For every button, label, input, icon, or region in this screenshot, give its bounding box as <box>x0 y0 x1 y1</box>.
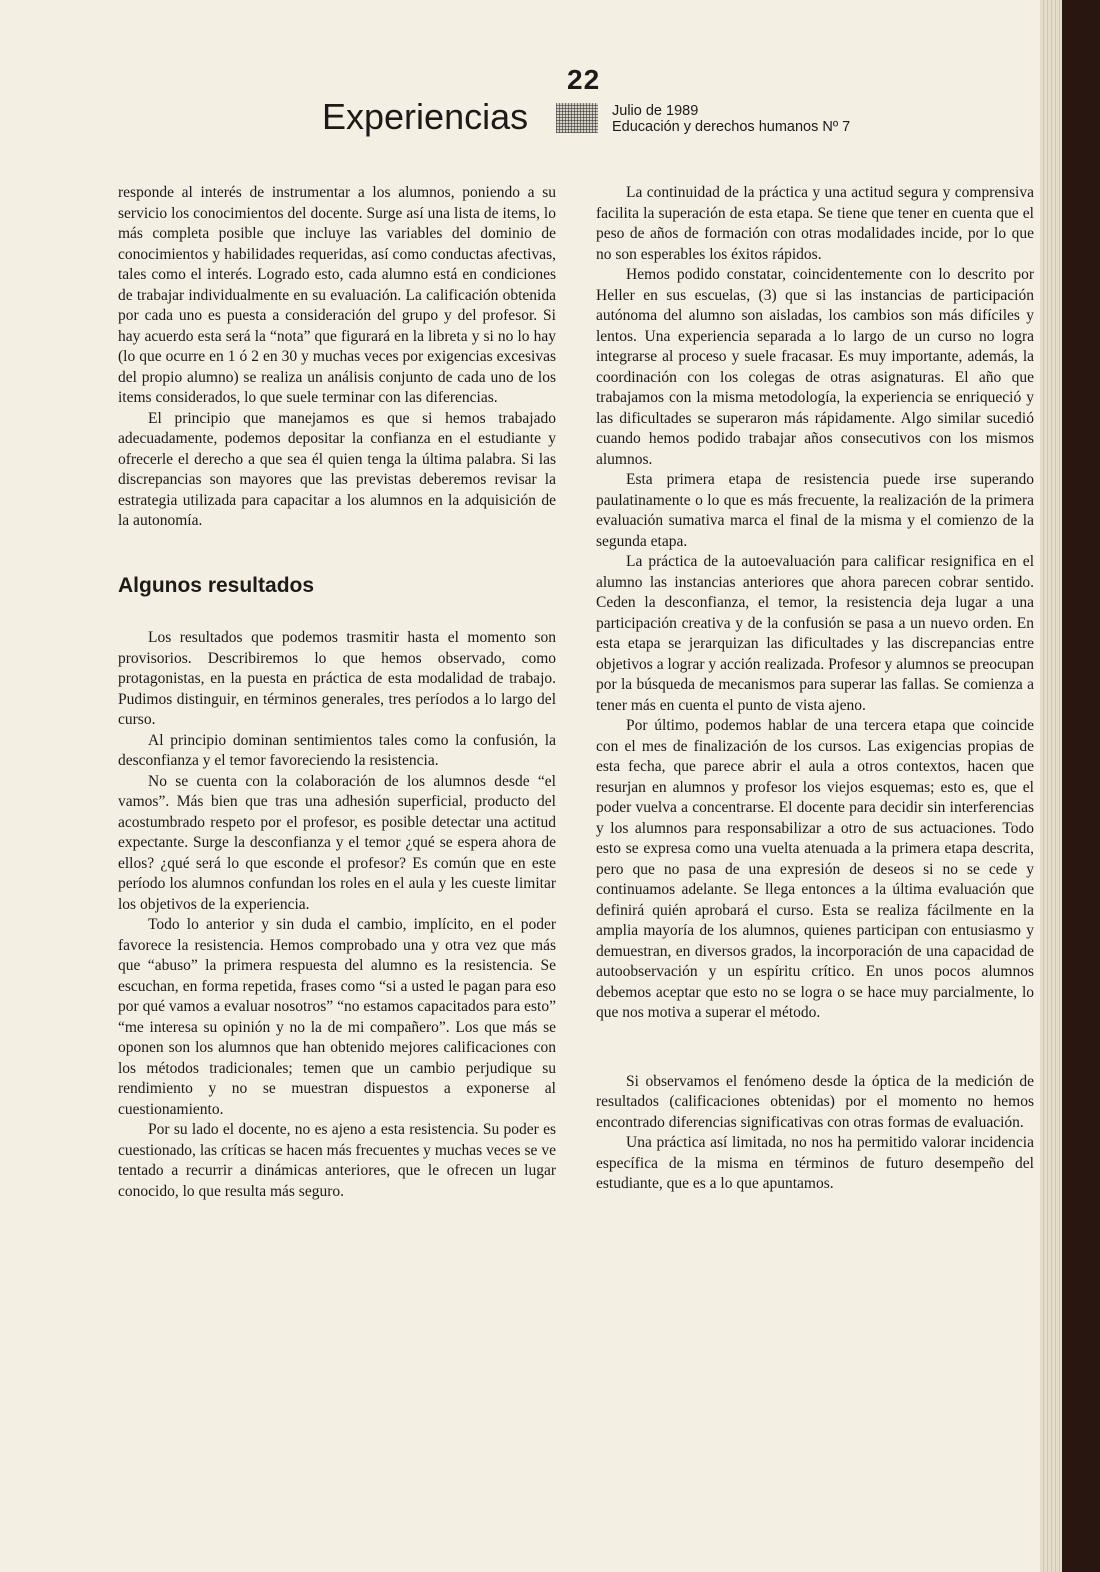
paragraph: La práctica de la autoevaluación para calificar resignifica en el alumno las instancias anteriores que ahora parecen cobrar sentido. Ceden la desconfianza, el temor, la resistencia deja lugar a una participación creativa y de la confusión se pasa a un nuevo orden. En esta etapa se jerarquizan las dificultades y las discrepancias entre objetivos a lograr y acción realizada. Profesor y alumnos se preocupan por la búsqueda de mecanismos para superar las fallas. Se comienza a tener más en cuenta el punto de vista ajeno. <box>596 553 1034 714</box>
page-stack-edge <box>1040 0 1062 1572</box>
paragraph: Una práctica así limitada, no nos ha permitido valorar incidencia específica de la misma en términos de futuro desempeño del estudiante, que es a lo que apuntamos. <box>596 1134 1034 1192</box>
paragraph: El principio que manejamos es que si hemos trabajado adecuadamente, podemos depositar la confianza en el estudiante y ofrecerle el derecho a que sea él quien tenga la última palabra. Si las discrepancias son mayores que las previstas deberemos revisar la estrategia utilizada para capacitar a los alumnos en la adquisición de la autonomía. <box>118 409 556 529</box>
section-title: Experiencias <box>322 96 529 137</box>
subheading: Algunos resultados <box>118 573 315 597</box>
background-strip <box>1062 0 1100 1572</box>
decorative-halftone-box <box>556 103 598 133</box>
issue-info <box>612 103 850 135</box>
paragraph: Todo lo anterior y sin duda el cambio, implícito, en el poder favorece la resistencia. Hemos comprobado una y otra vez que más que “abuso” la primera respuesta del alumno es la resistencia. Se escuchan, en forma repetida, frases como “si a usted le pagan para eso por qué vamos a evaluar nosotros” “no estamos capacitados para esto” “me interesa su opinión y no la de mi compañero”. Los que más se oponen son los alumnos que han obtenido mejores calificaciones con los métodos tradicionales; temen que un cambio perjudique su rendimiento y no se muestran dispuestos a exponerse al cuestionamiento. <box>118 916 556 1118</box>
paragraph: responde al interés de instrumentar a los alumnos, poniendo a su servicio los conocimientos del docente. Surge así una lista de items, lo más completa posible que incluye las variables del dominio de conocimientos y habilidades requeridas, así como conductas afectivas, tales como el interés. Logrado esto, cada alumno está en condiciones de trabajar individualmente en su evaluación. La calificación obtenida por cada uno es puesta a consideración del grupo y del profesor. Si hay acuerdo esta será la “nota” que figurará en la libreta y si no lo hay (lo que ocurre en 1 ó 2 en 30 y muchas veces por exigencias excesivas del propio alumno) se realiza un análisis conjunto de cada uno de los items considerados, lo que suele terminar con las diferencias. <box>118 184 556 406</box>
paragraph: La continuidad de la práctica y una actitud segura y comprensiva facilita la superación de esta etapa. Se tiene que tener en cuenta que el peso de años de formación con otras modalidades incide, por lo que no son esperables los éxitos rápidos. <box>596 184 1034 263</box>
paragraph: Hemos podido constatar, coincidentemente con lo descrito por Heller en sus escuelas, (3) que si las instancias de participación autónoma del alumno son aisladas, los cambios son más difíciles y lentos. Una experiencia separada a lo largo de un curso no logra integrarse al proceso y suele fracasar. Es muy importante, además, la coordinación con los colegas de otras asignaturas. El año que trabajamos con la misma metodología, la experiencia se enriqueció y las dificultades se superaron más rápidamente. Algo similar sucedió cuando hemos podido trabajar años consecutivos con los mismos alumnos. <box>596 266 1034 468</box>
page-number: 22 <box>567 64 601 95</box>
paragraph: Por último, podemos hablar de una tercera etapa que coincide con el mes de finalización de los cursos. Las exigencias propias de esta fecha, que parece abrir el aula a otros contextos, hacen que resurjan en alumnos y profesor los viejos esquemas; esto es, que el poder vuelva a concentrarse. El docente para decidir sin interferencias y los alumnos para responsabilizar a otro de sus actuaciones. Todo esto se expresa como una vuelta atenuada a la primera etapa descrita, pero que no pasa de una expresión de deseos si no se cede y continuamos adelante. Se llega entonces a la última evaluación que definirá quién aprobará el curso. Esta se realiza fácilmente en la amplia mayoría de los alumnos, quienes participan con entusiasmo y demuestran, en diversos grados, la incorporación de una capacidad de autoobservación y un espíritu crítico. En unos pocos alumnos debemos aceptar que esto no se logra o se hace muy parcialmente, lo que nos motiva a superar el método. <box>596 717 1034 1021</box>
paragraph: Esta primera etapa de resistencia puede irse superando paulatinamente o lo que es más frecuente, la realización de la primera evaluación sumativa marca el final de la misma y el comienzo de la segunda etapa. <box>596 471 1034 550</box>
paragraph: Los resultados que podemos trasmitir hasta el momento son provisorios. Describiremos lo que hemos observado, como protagonistas, en la puesta en práctica de esta modalidad de trabajo. Pudimos distinguir, en términos generales, tres períodos a lo largo del curso. <box>118 629 556 728</box>
right-column <box>596 183 1034 1195</box>
paragraph: Por su lado el docente, no es ajeno a esta resistencia. Su poder es cuestionado, las críticas se hacen más frecuentes y muchas veces se ve tentado a recurrir a dinámicas anteriores, que le ofrecen un lugar conocido, lo que resulta más seguro. <box>118 1121 556 1200</box>
issue-date: Julio de 1989 <box>612 103 699 119</box>
paragraph: No se cuenta con la colaboración de los alumnos desde “el vamos”. Más bien que tras una adhesión superficial, producto del acostumbrado respeto por el profesor, es posible detectar una actitud expectante. Surge la desconfianza y el temor ¿qué se espera ahora de ellos? ¿qué será lo que esconde el profesor? Es común que en este período los alumnos confundan los roles en el aula y les cueste limitar los objetivos de la experiencia. <box>118 772 556 913</box>
paragraph: Al principio dominan sentimientos tales como la confusión, la desconfianza y el temor favoreciendo la resistencia. <box>118 731 556 769</box>
left-column <box>118 183 556 1202</box>
paragraph: Si observamos el fenómeno desde la óptica de la medición de resultados (calificaciones obtenidas) por el momento no hemos encontrado diferencias significativas con otras formas de evaluación. <box>596 1072 1034 1131</box>
publication-title: Educación y derechos humanos Nº 7 <box>612 119 851 135</box>
column-gap <box>596 1024 1034 1072</box>
